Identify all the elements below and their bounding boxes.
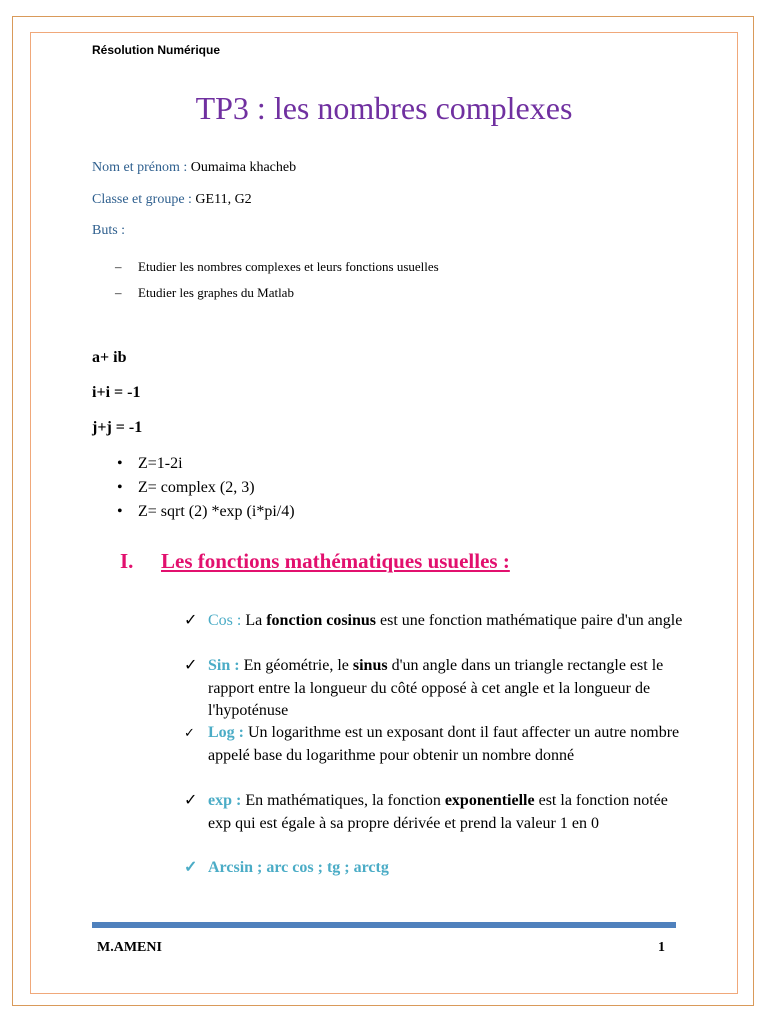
class-label: Classe et groupe :: [92, 192, 196, 207]
equation-line: j+j = -1: [92, 419, 143, 436]
function-text: d'un angle dans un triangle rectangle est le rapport entre la longueur du côté opposé à cet angle et la longueur de l'hypoténuse: [208, 657, 664, 719]
bullet-item: [117, 455, 183, 473]
goal-item: [115, 259, 439, 275]
function-item-exp: [184, 790, 684, 835]
section-heading: [120, 549, 510, 574]
function-text: est une fonction mathématique paire d'un angle: [376, 612, 683, 629]
equation-line: a+ ib: [92, 349, 127, 366]
document-title: TP3 : les nombres complexes: [195, 90, 573, 126]
function-text: En géométrie, le: [239, 657, 353, 674]
function-keyword: Arcsin ; arc cos ; tg ; arctg: [208, 859, 389, 876]
bullet-item: [117, 479, 255, 497]
dash-marker: –: [115, 259, 122, 274]
class-value: GE11, G2: [195, 192, 252, 207]
bullet-dot: •: [117, 479, 123, 496]
dash-marker: –: [115, 285, 122, 300]
name-line: [92, 160, 296, 176]
function-bold-term: fonction cosinus: [266, 612, 377, 629]
function-keyword: Cos :: [208, 612, 242, 629]
name-label: Nom et prénom :: [92, 160, 191, 175]
function-bold-term: sinus: [352, 657, 388, 674]
bullet-dot: •: [117, 455, 123, 472]
function-item-sin: [184, 655, 684, 723]
page-header: Résolution Numérique: [92, 43, 221, 57]
goal-text: Etudier les graphes du Matlab: [138, 285, 294, 300]
section-number: I.: [120, 549, 134, 573]
goal-text: Etudier les nombres complexes et leurs fonctions usuelles: [138, 259, 439, 274]
section-title: Les fonctions mathématiques usuelles :: [161, 549, 510, 573]
function-keyword: Sin :: [208, 657, 240, 674]
function-bold-term: exponentielle: [444, 792, 535, 809]
bullet-item: [117, 503, 295, 521]
class-line: [92, 192, 252, 208]
function-text: En mathématiques, la fonction: [241, 792, 445, 809]
bullet-text: Z=1-2i: [138, 455, 183, 472]
function-keyword: Log :: [208, 724, 244, 741]
checkmark-icon: ✓: [184, 657, 198, 674]
bullet-text: Z= sqrt (2) *exp (i*pi/4): [138, 503, 295, 520]
footer-divider: [92, 922, 676, 928]
function-item-others: [184, 857, 684, 880]
bullet-text: Z= complex (2, 3): [138, 479, 255, 496]
function-item-log: [184, 722, 684, 767]
checkmark-icon: ✓: [184, 859, 198, 876]
name-value: Oumaima khacheb: [190, 160, 297, 175]
function-keyword: exp :: [208, 792, 242, 809]
checkmark-icon: ✓: [184, 725, 195, 740]
page-number: 1: [658, 940, 665, 955]
function-text: Un logarithme est un exposant dont il faut affecter un autre nombre appelé base du logarithme pour obtenir un nombre donné: [208, 724, 680, 764]
function-text: La: [241, 612, 267, 629]
footer-author: M.AMENI: [97, 940, 162, 955]
goals-label-line: [92, 223, 125, 239]
bullet-dot: •: [117, 503, 123, 520]
goals-label: Buts :: [92, 223, 126, 238]
checkmark-icon: ✓: [184, 612, 198, 629]
function-item-cos: [184, 610, 684, 633]
function-text: est la fonction notée exp qui est égale à sa propre dérivée et prend la valeur 1 en 0: [208, 792, 668, 832]
checkmark-icon: ✓: [184, 792, 198, 809]
equation-line: i+i = -1: [92, 384, 141, 401]
goal-item: [115, 285, 294, 301]
